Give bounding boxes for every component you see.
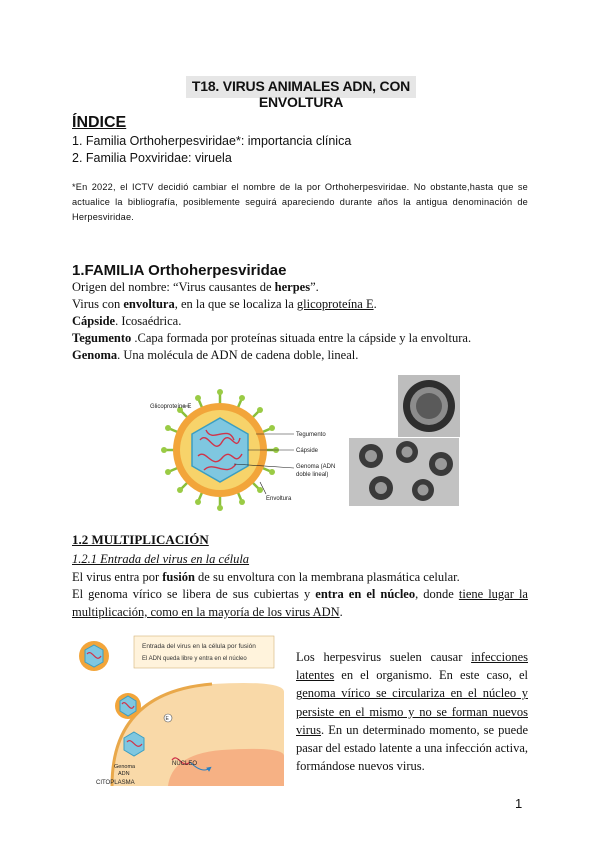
text: Virus con bbox=[72, 297, 124, 311]
genome-release-paragraph bbox=[72, 585, 528, 621]
label-cytoplasm: CITOPLASMA bbox=[96, 780, 135, 786]
electron-micrograph-single bbox=[398, 375, 460, 437]
text: de su envoltura con la membrana plasmática celular. bbox=[194, 570, 460, 584]
nucleus-term: entra en el núcleo bbox=[315, 587, 416, 601]
origin-line bbox=[72, 280, 319, 295]
electron-micrograph-group bbox=[349, 438, 459, 506]
text: , en la que se localiza la bbox=[174, 297, 297, 311]
text: .Capa formada por proteínas situada entre la cápside y la envoltura. bbox=[131, 331, 472, 345]
text: . bbox=[339, 605, 343, 619]
label-capsid: Cápside bbox=[296, 448, 319, 454]
virion-fusing bbox=[115, 693, 141, 719]
text: , donde bbox=[415, 587, 459, 601]
footnote-text: *En 2022, el ICTV decidió cambiar el nombre de la por Orthoherpesviridae. No obstante,hasta que se actualice la bibliografía, posiblemente seguirá apareciendo durante años la antigua denominación de Herpesviridae. bbox=[72, 182, 528, 222]
genome-line bbox=[72, 348, 358, 363]
virion-outside bbox=[79, 641, 109, 671]
label-glycoprotein-e: Glicoproteína E bbox=[150, 404, 192, 410]
text: Los herpesvirus suelen causar bbox=[296, 650, 472, 664]
label-dna: ADN bbox=[118, 771, 130, 777]
glycoprotein-term: glicoproteína E bbox=[296, 297, 374, 311]
multiplication-term: tiene lugar la multiplicación, como en la mayoría de los virus ADN bbox=[72, 587, 528, 619]
figure-caption-box bbox=[134, 636, 274, 668]
figure-caption-2: El ADN queda libre y entra en el núcleo bbox=[142, 656, 247, 662]
label-tegument: Tegumento bbox=[296, 432, 326, 438]
label-genome: Genoma bbox=[114, 764, 136, 770]
fusion-line bbox=[72, 570, 460, 585]
page-number: 1 bbox=[515, 796, 523, 811]
index-heading: ÍNDICE bbox=[72, 114, 127, 131]
label-envelope: Envoltura bbox=[266, 496, 292, 502]
capsid-line bbox=[72, 314, 181, 329]
index-item: 1. Familia Orthoherpesviridae*: importancia clínica bbox=[72, 134, 352, 148]
text: Origen del nombre: “Virus causantes de bbox=[72, 280, 275, 294]
latent-infection-term: infecciones latentes bbox=[296, 650, 528, 683]
section-heading bbox=[72, 262, 287, 279]
envelope-line bbox=[72, 297, 377, 312]
text: . Icosaédrica. bbox=[115, 314, 182, 328]
envelope-term: envoltura bbox=[123, 297, 175, 311]
text: . Una molécula de ADN de cadena doble, lineal. bbox=[117, 348, 359, 362]
svg-text:E: E bbox=[165, 716, 169, 722]
tegument-line bbox=[72, 331, 471, 346]
figure-caption-1: Entrada del virus en la célula por fusión bbox=[142, 643, 256, 650]
fusion-term: fusión bbox=[162, 570, 195, 584]
text: ”. bbox=[310, 280, 319, 294]
text: . En un determinado momento, se puede pasar del estado latente a una infección activa, formándose nuevos virus. bbox=[296, 722, 528, 774]
herpes-term: herpes bbox=[274, 280, 311, 294]
herpesvirus-diagram bbox=[148, 384, 344, 512]
label-nucleus: NÚCLEO bbox=[172, 761, 198, 767]
section-heading-text: 1.FAMILIA Orthoherpesviridae bbox=[72, 262, 287, 279]
tegument-term: Tegumento bbox=[72, 331, 132, 345]
genome-term: Genoma bbox=[72, 348, 118, 362]
label-genome: Genoma (ADN bbox=[296, 464, 336, 470]
capsid-term: Cápside bbox=[72, 314, 116, 328]
index-item: 2. Familia Poxviridae: viruela bbox=[72, 151, 232, 165]
text: en el organismo. En este caso, el bbox=[334, 668, 528, 683]
text: . bbox=[373, 297, 377, 311]
subsubsection-heading: 1.2.1 Entrada del virus en la célula bbox=[72, 552, 250, 566]
circularization-term: genoma vírico se circulariza en el núcleo y persiste en el mismo y no se forman nuevos virus bbox=[296, 686, 528, 737]
virus-entry-figure bbox=[72, 632, 284, 786]
subsection-heading: 1.2 MULTIPLICACIÓN bbox=[72, 532, 209, 547]
text: El genoma vírico se libera de sus cubiertas y bbox=[72, 587, 316, 601]
page-title: T18. VIRUS ANIMALES ADN, CON ENVOLTURA bbox=[191, 78, 411, 110]
latency-paragraph bbox=[296, 648, 528, 775]
text: El virus entra por bbox=[72, 570, 163, 584]
label-genome-type: doble lineal) bbox=[296, 472, 329, 478]
